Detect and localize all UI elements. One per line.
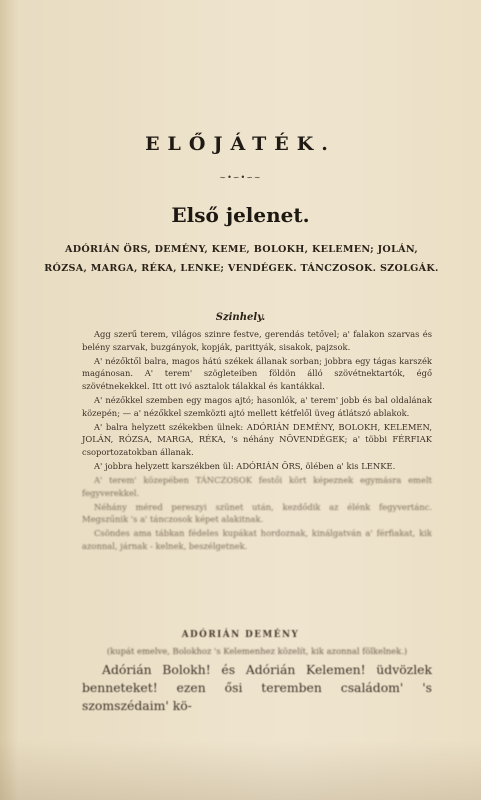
paragraph: Néhány méred pereszyi szünet után, kezdődik az élénk fegyvertánc. Megszűnik 's a' tánczosok képet alakitnak. xyxy=(82,501,432,525)
paragraph: A' jobbra helyzett karszékben ül: ADÓRIÁN ÖRS, ölében a' kis LENKE. xyxy=(94,460,396,471)
paragraph: Csöndes ama tábkan fédeles kupákat hordoznak, kinálgatván a' férfiakat, kik azonnal, járnak - kelnek, beszélgetnek. xyxy=(82,528,432,551)
paragraph: A' terem' közepében TÁNCZOSOK festői kört képeznek egymásra emelt fegyverekkel. xyxy=(82,475,432,498)
chapter-title: ELŐJÁTÉK. xyxy=(145,133,336,155)
dialogue xyxy=(82,661,432,715)
paragraph: Agg szerű terem, világos szinre festve, gerendás tetővel; a' falakon szarvas és belény szarvak, buzgányok, kopják, parittyák, sisakok, pajzsok. xyxy=(82,329,432,352)
paragraph: A' nézőkkel szemben egy magos ajtó; hasonlók, a' terem' jobb és bal oldalának közepén; — a' nézőkkel szemközti ajtó mellett kétfelől üveg átlátszó ablakok. xyxy=(82,394,432,418)
decorative-ornament: ∼•∽•∽∼ xyxy=(219,173,262,182)
stage-description xyxy=(82,328,432,554)
scene-title: Első jelenet. xyxy=(171,203,310,227)
speaker-name: ADÓRIÁN DEMÉNY xyxy=(181,630,300,640)
paragraph: A' balra helyzett székekben ülnek: ADÓRIÁN DEMÉNY, BOLOKH, KELEMEN, JOLÁN, RÓZSA, MARGA, RÉKA, 's néhány NÖVENDÉGEK; a' többi FÉRFIAK csoportozatokban állanak. xyxy=(82,421,432,457)
page-shadow xyxy=(0,740,481,800)
speech-text: Adórián Bolokh! és Adórián Kelemen! üdvözlek benneteket! ezen ősi teremben családom' 's szomszédaim' kö- xyxy=(82,662,432,713)
paragraph: A' nézőktől balra, magos hátú székek állanak sorban; jobbra egy tágas karszék magánosan. A' terem' szögleteiben földön álló szövétnektartók, égő szövétnekekkel. Itt ott ivó asztalok tálakkal és kantákkal. xyxy=(82,355,432,391)
stage-direction: (kupát emelve, Bolokhoz 's Kelemenhez közelít, kik azonnal fölkelnek.) xyxy=(106,646,408,656)
cast-list: ADÓRIÁN ÖRS, DEMÉNY, KEME, BOLOKH, KELEMEN; JOLÁN, RÓZSA, MARGA, RÉKA, LENKE; VENDÉGEK. TÁNCZOSOK. SZOLGÁK. xyxy=(44,244,439,274)
setting-label: Szinhely. xyxy=(215,312,266,323)
